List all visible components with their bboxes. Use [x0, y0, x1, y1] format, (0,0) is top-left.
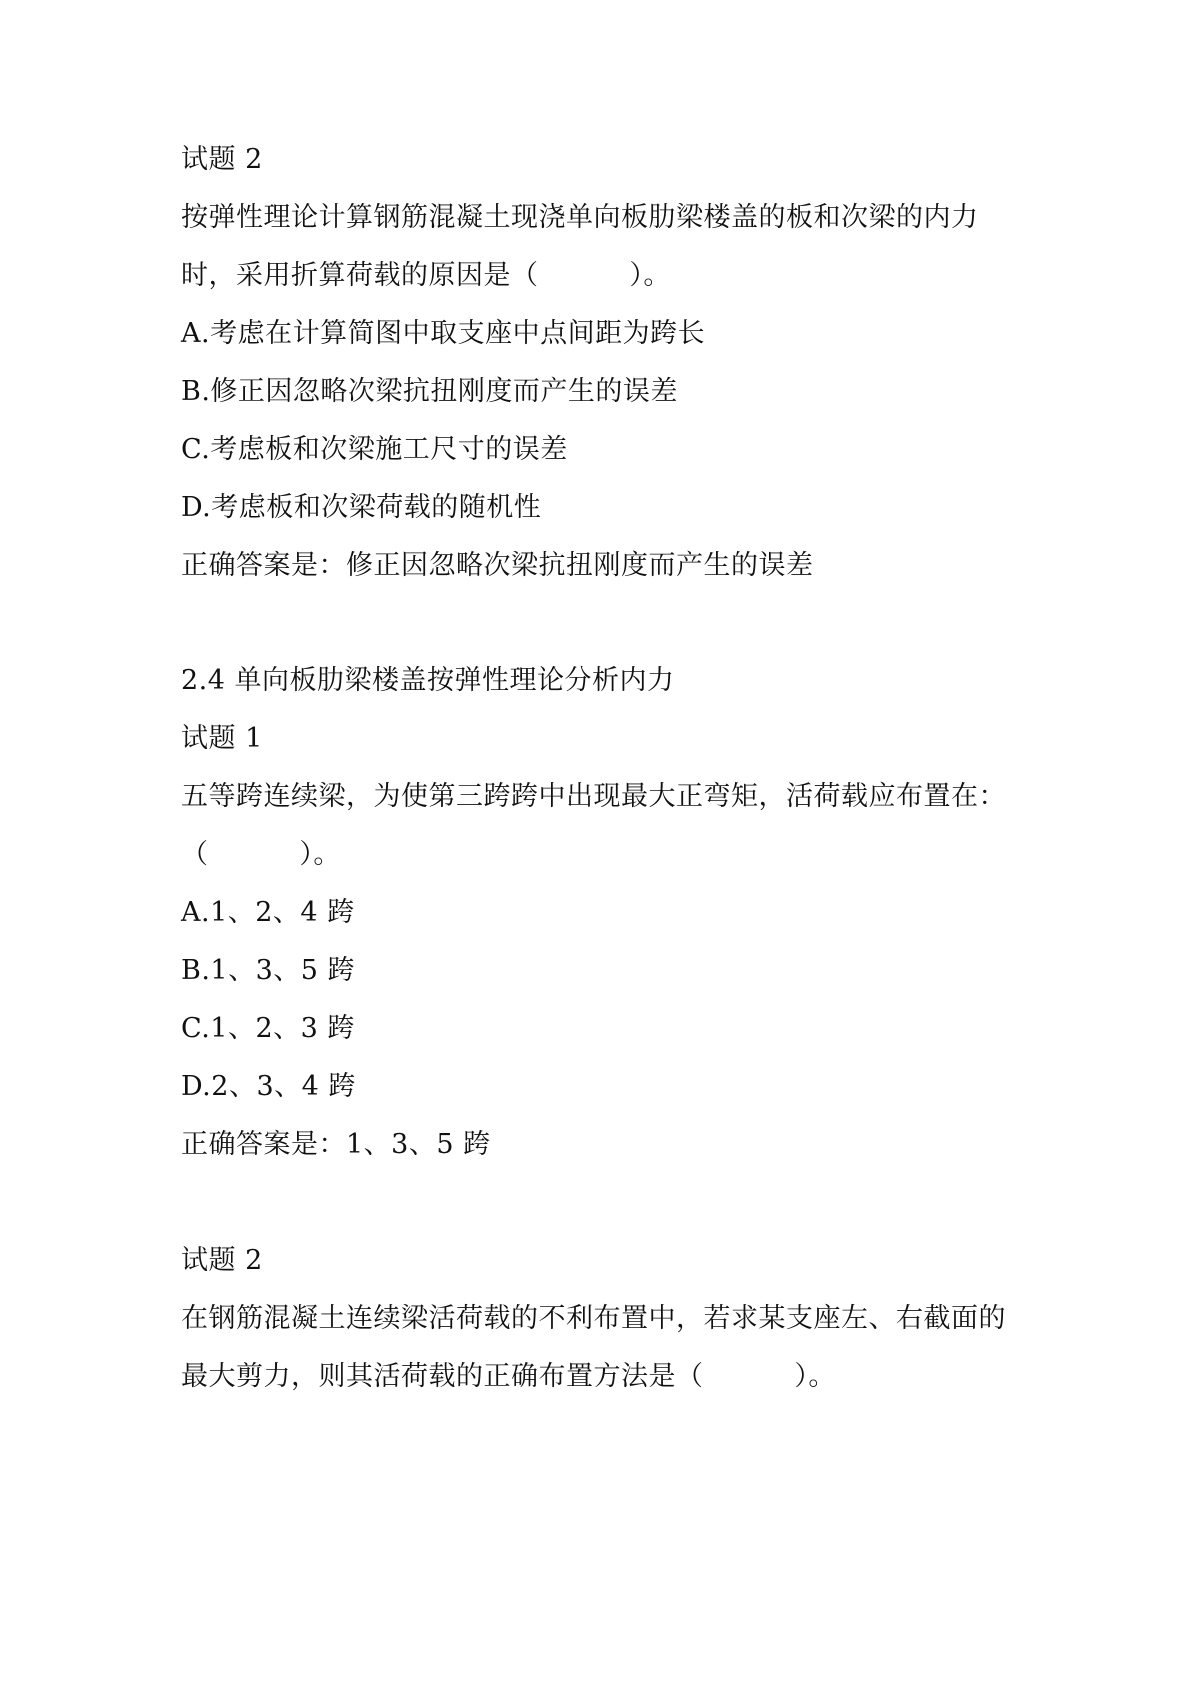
section-title: 2.4 单向板肋梁楼盖按弹性理论分析内力 — [181, 665, 675, 696]
option-a: A.考虑在计算简图中取支座中点间距为跨长 — [181, 318, 706, 349]
question-stem-line: 在钢筋混凝土连续梁活荷载的不利布置中，若求某支座左、右截面的 — [181, 1303, 1006, 1334]
option-b: B.修正因忽略次梁抗扭刚度而产生的误差 — [181, 376, 678, 407]
question-stem-line: 五等跨连续梁，为使第三跨跨中出现最大正弯矩，活荷载应布置在： — [181, 781, 1006, 812]
option-c: C.1、2、3 跨 — [181, 1013, 355, 1044]
question-heading: 试题 2 — [181, 144, 263, 175]
correct-answer: 正确答案是：修正因忽略次梁抗扭刚度而产生的误差 — [181, 550, 814, 581]
question-stem-line: （ ）。 — [181, 839, 341, 870]
question-heading: 试题 1 — [181, 723, 263, 754]
option-c: C.考虑板和次梁施工尺寸的误差 — [181, 434, 568, 465]
option-d: D.考虑板和次梁荷载的随机性 — [181, 492, 542, 523]
question-stem-line: 时，采用折算荷载的原因是（ ）。 — [181, 260, 671, 291]
question-stem-line: 按弹性理论计算钢筋混凝土现浇单向板肋梁楼盖的板和次梁的内力 — [181, 202, 979, 233]
question-stem-line: 最大剪力，则其活荷载的正确布置方法是（ ）。 — [181, 1361, 836, 1392]
option-b: B.1、3、5 跨 — [181, 955, 356, 986]
option-a: A.1、2、4 跨 — [181, 897, 355, 928]
correct-answer: 正确答案是：1、3、5 跨 — [181, 1129, 491, 1160]
option-d: D.2、3、4 跨 — [181, 1071, 356, 1102]
question-heading: 试题 2 — [181, 1245, 263, 1276]
